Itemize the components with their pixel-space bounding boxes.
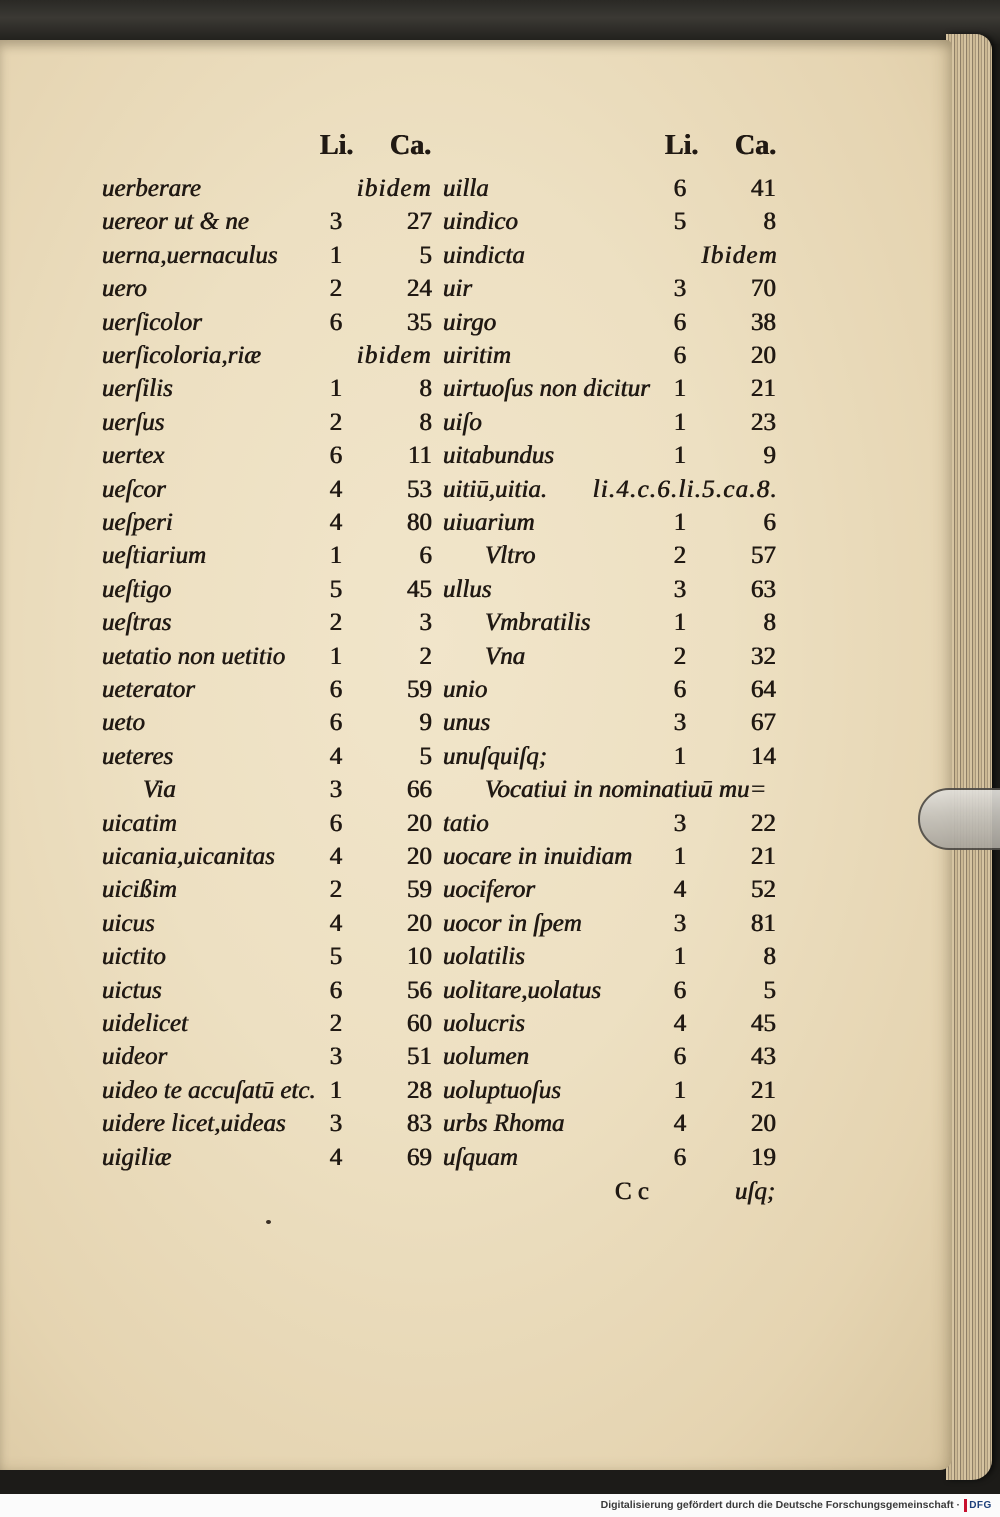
chapter-number: 70	[751, 275, 776, 303]
chapter-number: 32	[751, 642, 776, 670]
chapter-number: 57	[751, 542, 776, 570]
index-term: Vocatiui in nominatiuū mu=	[485, 776, 767, 804]
book-number: 1	[329, 1076, 343, 1104]
chapter-number: 8	[419, 408, 432, 436]
index-entry	[0, 907, 1000, 940]
chapter-number: 22	[751, 809, 776, 837]
book-number: 4	[329, 742, 343, 770]
index-term: uindicta	[443, 241, 525, 269]
book-number: 6	[673, 976, 687, 1004]
chapter-number: 41	[751, 175, 776, 202]
cross-reference: li.4.c.6.li.5.ca.8.	[592, 475, 778, 503]
index-term: unus	[443, 709, 491, 737]
index-term: ullus	[443, 575, 492, 603]
index-term: unio	[443, 676, 488, 703]
book-number: 3	[329, 1110, 343, 1138]
book-number: 1	[329, 375, 343, 403]
chapter-number: 59	[407, 676, 432, 703]
index-term: uidere licet,uideas	[102, 1110, 286, 1138]
index-term: Vna	[485, 642, 526, 670]
chapter-number: 6	[419, 542, 432, 570]
book-number: 1	[673, 843, 687, 870]
book-number: 6	[673, 1043, 687, 1071]
index-entry	[0, 1107, 1000, 1140]
book-number: 3	[673, 809, 687, 837]
book-number: 6	[329, 976, 343, 1004]
book-number: 2	[329, 609, 343, 637]
index-term: uilla	[443, 175, 489, 202]
signature-mark: C c	[615, 1178, 650, 1205]
index-term: uerſicolor	[102, 308, 202, 336]
credit-bar	[0, 1494, 1000, 1517]
chapter-number: 2	[419, 642, 432, 670]
book-number: 5	[329, 575, 343, 603]
index-term: uetatio non uetitio	[102, 642, 286, 670]
book-number: 3	[673, 275, 687, 303]
book-number: 3	[673, 709, 687, 737]
index-term: uocare in inuidiam	[443, 843, 633, 870]
index-term: ueſcor	[102, 475, 166, 503]
chapter-number: 9	[419, 709, 432, 737]
chapter-number: 35	[407, 308, 432, 336]
chapter-number: 5	[419, 241, 432, 269]
chapter-number: 59	[407, 876, 432, 904]
index-term: ueſperi	[102, 509, 173, 536]
index-term: ueſtigo	[102, 575, 172, 603]
index-entry	[0, 1040, 1000, 1073]
index-entry	[0, 706, 1000, 739]
index-term: uideo te accuſatū etc.	[102, 1076, 316, 1104]
chapter-number: 5	[419, 742, 432, 770]
index-term: uociferor	[443, 876, 536, 904]
chapter-number: 11	[407, 442, 432, 470]
index-term: uindico	[443, 208, 518, 236]
index-entry	[0, 306, 1000, 339]
chapter-number: 20	[407, 843, 432, 870]
chapter-number: 8	[763, 943, 776, 971]
book-number: 1	[673, 375, 687, 403]
book-number: 4	[673, 876, 687, 904]
book-number: 6	[329, 676, 343, 703]
index-term: urbs Rhoma	[443, 1110, 565, 1138]
index-entry	[0, 172, 1000, 205]
chapter-number: 8	[763, 609, 776, 637]
chapter-number: 67	[751, 709, 776, 737]
book-number: 6	[329, 308, 343, 336]
chapter-number: 64	[751, 676, 776, 703]
index-term: uoluptuoſus	[443, 1076, 562, 1104]
index-term: uiſo	[443, 408, 482, 436]
book-number: 2	[329, 1010, 343, 1037]
book-number: 5	[673, 208, 687, 236]
chapter-number: 24	[407, 275, 432, 303]
index-term: uicus	[102, 909, 155, 937]
book-number: 4	[329, 475, 343, 503]
chapter-number: 52	[751, 876, 776, 904]
book-number: 4	[329, 1143, 343, 1171]
book-number: 2	[329, 876, 343, 904]
index-term: uicißim	[102, 876, 177, 904]
book-number: 5	[329, 943, 343, 971]
column-header-li-left: Li.	[320, 130, 354, 161]
index-term: uolatilis	[443, 943, 525, 971]
cross-reference: ibidem	[356, 342, 432, 369]
chapter-number: 63	[751, 575, 776, 603]
index-entry	[0, 539, 1000, 572]
chapter-number: 43	[751, 1043, 776, 1071]
book-number: 3	[329, 1043, 343, 1071]
chapter-number: 56	[407, 976, 432, 1004]
book-number: 1	[329, 241, 343, 269]
chapter-number: 45	[751, 1010, 776, 1037]
index-entry	[0, 205, 1000, 238]
index-term: uictus	[102, 976, 162, 1004]
index-term: uerſicoloria,riæ	[102, 342, 262, 369]
book-number: 1	[673, 408, 687, 436]
book-number: 6	[673, 1143, 687, 1171]
index-entry	[0, 406, 1000, 439]
index-term: ueſtras	[102, 609, 172, 637]
book-number: 6	[673, 342, 687, 369]
index-term: uitiū,uitia.	[443, 475, 548, 503]
chapter-number: 20	[751, 342, 776, 369]
book-number: 1	[673, 509, 687, 536]
book-number: 3	[673, 909, 687, 937]
chapter-number: 21	[751, 375, 776, 403]
index-term: uolumen	[443, 1043, 530, 1071]
book-number: 3	[673, 575, 687, 603]
column-header-ca-right: Ca.	[735, 130, 777, 161]
book-number: 6	[329, 809, 343, 837]
index-entry	[0, 773, 1000, 806]
book-number: 1	[673, 742, 687, 770]
index-term: uir	[443, 275, 473, 303]
chapter-number: 20	[407, 809, 432, 837]
index-term: uiuarium	[443, 509, 535, 536]
chapter-number: 53	[407, 475, 432, 503]
scan-top-background	[0, 0, 1000, 44]
book-number: 2	[673, 642, 687, 670]
index-term: ueterator	[102, 676, 196, 703]
index-entry	[0, 640, 1000, 673]
book-number: 3	[329, 776, 343, 804]
book-number: 1	[329, 642, 343, 670]
book-number: 1	[329, 542, 343, 570]
index-entry	[0, 1141, 1000, 1174]
index-term: tatio	[443, 809, 489, 837]
chapter-number: 3	[419, 609, 432, 637]
index-term: ueſtiarium	[102, 542, 207, 570]
index-entry	[0, 740, 1000, 773]
index-entry	[0, 673, 1000, 706]
dfg-logo-icon: DFG	[964, 1499, 994, 1512]
book-number: 6	[329, 442, 343, 470]
chapter-number: 6	[763, 509, 776, 536]
chapter-number: 80	[407, 509, 432, 536]
index-term: uirtuoſus non dicitur	[443, 375, 650, 403]
book-number: 6	[673, 676, 687, 703]
index-term: Via	[143, 776, 176, 804]
index-term: Vltro	[485, 542, 536, 570]
book-number: 6	[673, 175, 687, 202]
book-number: 4	[673, 1110, 687, 1138]
book-number: 6	[673, 308, 687, 336]
index-entry	[0, 840, 1000, 873]
credit-text: Digitalisierung gefördert durch die Deutsche Forschungsgemeinschaft ·	[600, 1499, 960, 1511]
index-entry	[0, 1074, 1000, 1107]
chapter-number: 21	[751, 843, 776, 870]
index-term: uertex	[102, 442, 165, 470]
chapter-number: 83	[407, 1110, 432, 1138]
chapter-number: 21	[751, 1076, 776, 1104]
chapter-number: 20	[407, 909, 432, 937]
index-term: ueto	[102, 709, 146, 737]
index-entry	[0, 372, 1000, 405]
chapter-number: 66	[407, 776, 432, 804]
chapter-number: 8	[419, 375, 432, 403]
index-term: uerberare	[102, 175, 202, 202]
chapter-number: 8	[763, 208, 776, 236]
index-term: uocor in ſpem	[443, 909, 582, 937]
index-term: uicatim	[102, 809, 177, 837]
index-term: uigiliæ	[102, 1143, 172, 1171]
index-entry	[0, 807, 1000, 840]
index-entry	[0, 506, 1000, 539]
index-entry	[0, 974, 1000, 1007]
chapter-number: 27	[407, 208, 432, 236]
index-entry	[0, 940, 1000, 973]
index-term: unuſquiſq;	[443, 742, 548, 770]
index-term: uolitare,uolatus	[443, 976, 602, 1004]
chapter-number: 23	[751, 408, 776, 436]
book-number: 1	[673, 1076, 687, 1104]
index-term: uero	[102, 275, 147, 303]
chapter-number: 81	[751, 909, 776, 937]
index-term: ueteres	[102, 742, 174, 770]
book-number: 2	[673, 542, 687, 570]
book-number: 1	[673, 442, 687, 470]
book-number: 1	[673, 943, 687, 971]
index-entry	[0, 1007, 1000, 1040]
book-number: 4	[329, 909, 343, 937]
index-entry	[0, 473, 1000, 506]
index-entry	[0, 439, 1000, 472]
ink-speck	[266, 1220, 271, 1224]
book-number: 1	[673, 609, 687, 637]
column-header-ca-left: Ca.	[390, 130, 432, 161]
index-entry	[0, 873, 1000, 906]
chapter-number: 28	[407, 1076, 432, 1104]
chapter-number: 14	[751, 742, 776, 770]
index-entry	[0, 339, 1000, 372]
chapter-number: 10	[407, 943, 432, 971]
index-term: uerſilis	[102, 375, 173, 403]
book-number: 4	[329, 509, 343, 536]
index-term: uicania,uicanitas	[102, 843, 275, 870]
chapter-number: 69	[407, 1143, 432, 1171]
index-term: Vmbratilis	[485, 609, 591, 637]
column-header-li-right: Li.	[665, 130, 699, 161]
cross-reference: ibidem	[356, 175, 432, 202]
book-number: 2	[329, 275, 343, 303]
index-term: uidelicet	[102, 1010, 189, 1037]
book-number: 4	[673, 1010, 687, 1037]
book-number: 4	[329, 843, 343, 870]
index-entry	[0, 606, 1000, 639]
index-term: uereor ut & ne	[102, 208, 249, 236]
chapter-number: 20	[751, 1110, 776, 1138]
index-term: uiritim	[443, 342, 512, 369]
book-number: 6	[329, 709, 343, 737]
book-number: 2	[329, 408, 343, 436]
index-term: uirgo	[443, 308, 497, 336]
chapter-number: 9	[763, 442, 776, 470]
index-term: uideor	[102, 1043, 168, 1071]
index-term: uerſus	[102, 408, 165, 436]
chapter-number: 19	[751, 1143, 776, 1171]
index-entry	[0, 573, 1000, 606]
book-number: 3	[329, 208, 343, 236]
cross-reference: Ibidem	[701, 241, 778, 269]
chapter-number: 38	[751, 308, 776, 336]
chapter-number: 60	[407, 1010, 432, 1037]
chapter-number: 5	[763, 976, 776, 1004]
index-term: uerna,uernaculus	[102, 241, 278, 269]
index-term: uolucris	[443, 1010, 525, 1037]
index-term: uſquam	[443, 1143, 518, 1171]
chapter-number: 45	[407, 575, 432, 603]
index-term: uictito	[102, 943, 166, 971]
index-entry	[0, 239, 1000, 272]
index-entry	[0, 272, 1000, 305]
chapter-number: 51	[407, 1043, 432, 1071]
index-term: uitabundus	[443, 442, 555, 470]
catchword: uſq;	[735, 1178, 776, 1205]
